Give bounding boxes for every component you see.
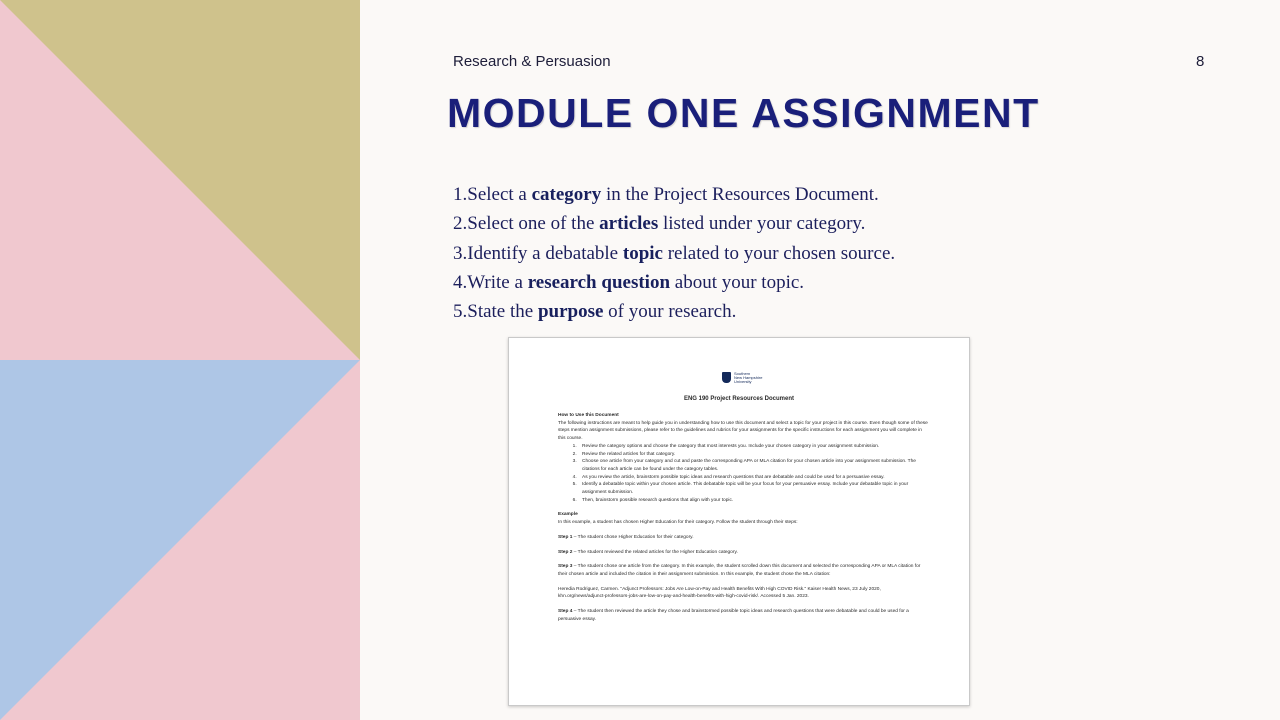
university-logo: Southern New Hampshire University bbox=[722, 371, 770, 385]
document-body bbox=[558, 412, 928, 623]
assignment-steps-list bbox=[453, 180, 895, 326]
how-to-heading: How to Use this Document bbox=[558, 413, 619, 418]
document-title: ENG 190 Project Resources Document bbox=[683, 396, 795, 402]
slide-header-section: Research & Persuasion bbox=[453, 53, 611, 70]
how-to-intro: The following instructions are meant to help guide you in understanding how to use this document and select a topic for your project in this course. Even though some of these steps mention assignment submissions, please refer to the guidelines and rubrics for your assignments for the specific instructions for each assignment you will complete in this course. bbox=[558, 420, 928, 442]
example-citation: Heredia Rodriguez, Carmen. "Adjunct Professors: Jobs Are Low-on-Pay and Health Benefits With High COVID Risk." Kaiser Health News, 23 July 2020, khn.org/news/adjunct-professors-jobs-are-low-on-pay-and-health-benefits-with-high-covid-risk/. Accessed 5 Jan. 2023. bbox=[558, 586, 881, 600]
step-item: 4.Write a research question about your topic. bbox=[453, 271, 805, 293]
slide-title: MODULE ONE ASSIGNMENT bbox=[447, 90, 1040, 136]
example-step-1: Step 1 – The student chose Higher Education for their category. bbox=[558, 534, 694, 540]
step-item: 5.State the purpose of your research. bbox=[453, 301, 737, 323]
example-heading: Example bbox=[558, 512, 578, 518]
how-to-steps: 1. Review the category options and choose the category that most interests you. Include your chosen category in your assignment submission. 2. Review the related articles for that category. 3. Choose one article from your category and cut and paste the corresponding APA or MLA citation for your chosen article into your assignment submission. The citations for each article can be found under the category tables. 4. As you review the article, brainstorm possible topic ideas and research questions that are debatable and could be used for a persuasive essay. 5. Identify a debatable topic within your chosen article. This debatable topic will be your focus for your persuasive essay. Include your debatable topic in your assignment submission. 6. Then, brainstorm possible research questions that align with your topic. bbox=[558, 443, 928, 505]
shield-icon bbox=[722, 372, 731, 383]
example-step-3: Step 3 – The student chose one article from the category. In this example, the student scrolled down this document and selected the corresponding APA or MLA citation for their chosen article and included the citation in their assignment submission. In this example, the student chose the MLA citation: bbox=[558, 564, 921, 577]
example-step-4: Step 4 – The student then reviewed the article they chose and brainstormed possible topic ideas and research questions that were debatable and could be used for a persuasive essay. bbox=[558, 609, 909, 622]
step-item: 1.Select a category in the Project Resources Document. bbox=[453, 184, 879, 205]
slide-number: 8 bbox=[1196, 53, 1205, 70]
step-item: 2.Select one of the articles listed under your category. bbox=[453, 213, 866, 235]
project-resources-document-image bbox=[508, 337, 970, 706]
example-intro: In this example, a student has chosen Higher Education for their category. Follow the student through their steps: bbox=[558, 520, 798, 526]
decorative-triangles bbox=[0, 0, 360, 720]
step-item: 3.Identify a debatable topic related to your chosen source. bbox=[453, 242, 896, 264]
example-step-2: Step 2 – The student reviewed the related articles for the Higher Education category. bbox=[558, 549, 738, 555]
